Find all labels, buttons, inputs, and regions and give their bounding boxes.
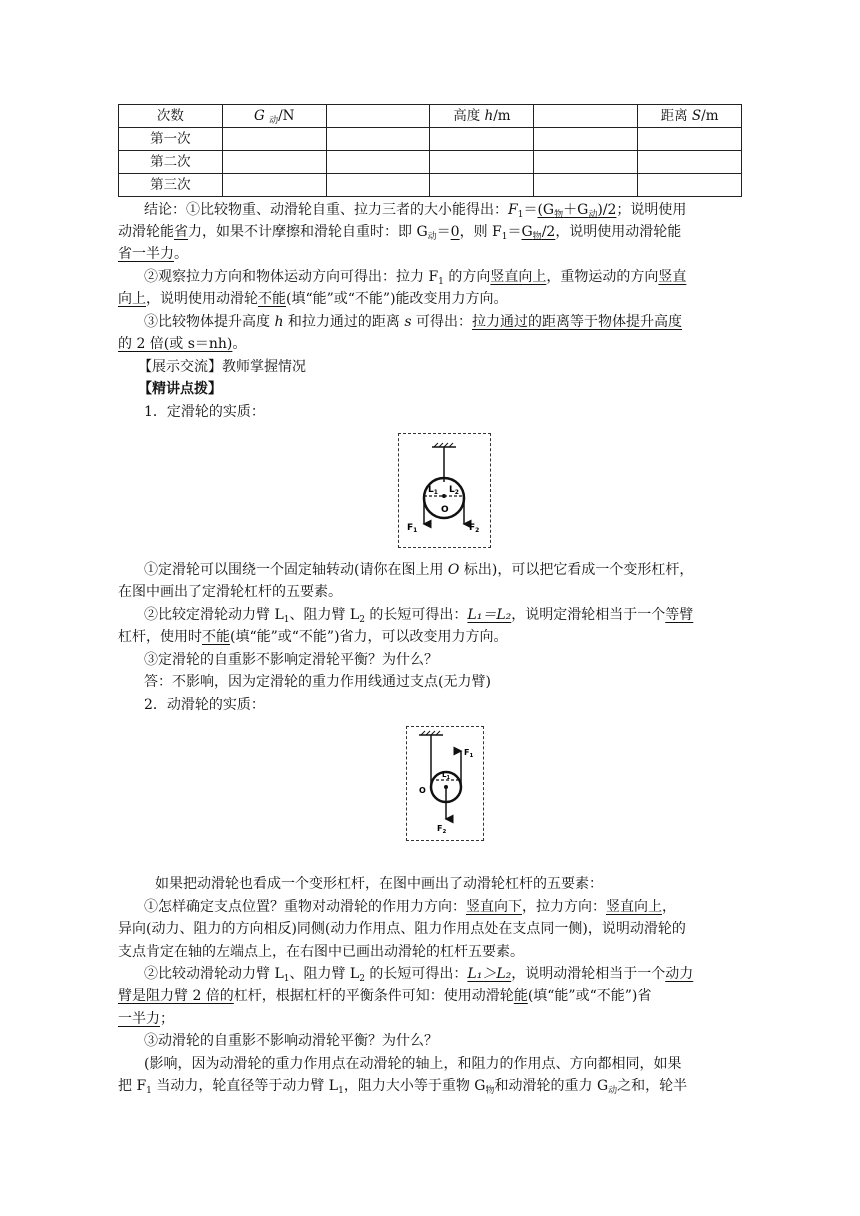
answer-blank: 竖直向上 <box>606 899 662 915</box>
conclusion-line-3: 省一半力。 <box>118 246 188 262</box>
answer-blank: $(G_物+G_动)/2$ <box>537 202 617 220</box>
fixed-pulley-p1-line1: ①定滑轮可以围绕一个固定轴转动(请你在图上用 O 标出)，可以把它看成一个变形杠杆， <box>144 562 694 578</box>
table-cell <box>222 128 326 151</box>
table-cell <box>430 151 534 174</box>
table-cell <box>534 174 638 197</box>
header-cell: 距离 S/m <box>638 105 742 128</box>
table-cell <box>638 174 742 197</box>
movable-p1-line1: ①怎样确定支点位置？重物对动滑轮的作用力方向：竖直向下，拉力方向：竖直向上， <box>144 899 676 915</box>
answer-blank: 等臂 <box>665 607 694 623</box>
header-cell <box>534 105 638 128</box>
label-o: O <box>419 786 426 795</box>
table-row <box>119 174 742 197</box>
label-f1: $F_1$ <box>407 523 418 534</box>
table-cell <box>430 128 534 151</box>
fixed-pulley-p2-line1: ②比较定滑轮动力臂 $L_1$、阻力臂 $L_2$ 的长短可得出：L₁＝L₂，说明定滑轮相当于一个等臂 <box>144 607 694 625</box>
answer-blank: 竖直向下 <box>466 899 522 915</box>
label-l2: $L_2$ <box>449 485 459 496</box>
observe-line-2: 向上，说明使用动滑轮不能(填“能”或“不能”)能改变用力方向。 <box>118 291 508 307</box>
label-l: $L_1$ <box>442 771 450 781</box>
table-header-row <box>119 105 742 128</box>
table-cell <box>222 174 326 197</box>
answer-blank: 不能 <box>258 291 286 307</box>
table-cell <box>638 151 742 174</box>
compare-line-2: 的 2 倍(或 s＝nh)。 <box>118 336 247 352</box>
answer-blank: 臂是阻力臂 2 倍的 <box>118 988 234 1004</box>
movable-answer-line2: 把 $F_1$ 当动力，轮直径等于动力臂 $L_1$，阻力大小等于重物 $G_物$和动滑轮的重力 $G_动$之和，轮半 <box>118 1078 688 1096</box>
movable-p2-line2: 臂是阻力臂 2 倍的杠杆，根据杠杆的平衡条件可知：使用动滑轮能(填“能”或“不能”)省 <box>118 988 652 1004</box>
table-row <box>119 128 742 151</box>
answer-blank: L₁＝L₂ <box>467 607 512 623</box>
label-f2: $F_2$ <box>469 523 480 534</box>
axle <box>444 785 448 789</box>
answer-blank: 一半力 <box>118 1011 160 1027</box>
label-l1: $L_1$ <box>428 485 438 496</box>
movable-p2-line1: ②比较动滑轮动力臂 $L_1$、阻力臂 $L_2$ 的长短可得出：L₁＞L₂，说明动滑轮相当于一个动力 <box>144 966 694 984</box>
row-label: 第三次 <box>119 174 223 197</box>
header-cell <box>326 105 430 128</box>
answer-blank: 动力 <box>665 966 694 982</box>
movable-answer-line1: (影响，因为动滑轮的重力作用点在动滑轮的轴上，和阻力的作用点、方向都相同，如果 <box>144 1056 682 1072</box>
row-label: 第一次 <box>119 128 223 151</box>
fixed-pulley-answer: 答：不影响，因为定滑轮的重力作用线通过支点(无力臂) <box>144 674 491 690</box>
answer-blank: 0 <box>450 224 460 240</box>
answer-blank: L₁＞L₂ <box>467 966 512 982</box>
conclusion-line-1: 结论：①比较物重、动滑轮自重、拉力三者的大小能得出：$F_1=(G_物+G_动)/2$；说明使用 <box>144 202 687 220</box>
observe-line-1: ②观察拉力方向和物体运动方向可得出：拉力 $F_1$ 的方向竖直向上，重物运动的方向竖直 <box>144 269 687 287</box>
experiment-table <box>118 104 742 197</box>
answer-blank: 的 2 倍(或 s＝nh) <box>118 336 233 352</box>
row-label: 第二次 <box>119 151 223 174</box>
answer-blank: 不能 <box>202 629 230 645</box>
table-row <box>119 151 742 174</box>
fixed-pulley-question: ③定滑轮的自重影不影响定滑轮平衡？为什么？ <box>144 652 438 668</box>
section-heading: 【精讲点拨】 <box>138 381 222 397</box>
table-cell <box>222 151 326 174</box>
axle <box>442 494 446 498</box>
label-f1: $F_1$ <box>464 748 474 759</box>
movable-intro: 如果把动滑轮也看成一个变形杠杆，在图中画出了动滑轮杠杆的五要素： <box>155 876 603 892</box>
fixed-pulley-p2-line2: 杠杆，使用时不能(填“能”或“不能”)省力，可以改变用力方向。 <box>118 629 508 645</box>
show-exchange: 【展示交流】教师掌握情况 <box>138 359 306 375</box>
conclusion-line-2: 动滑轮能省力，如果不计摩擦和滑轮自重时：即 $G_动=0$，则 $F_1=G_物/2$，说明使用动滑轮能 <box>118 224 682 242</box>
movable-p1-line3: 支点肯定在轴的左端点上，在右图中已画出动滑轮的杠杆五要素。 <box>118 944 524 960</box>
table-cell <box>534 128 638 151</box>
answer-blank: 竖直向上 <box>490 269 547 285</box>
movable-pulley-figure <box>406 726 484 841</box>
answer-blank: 拉力通过的距离等于物体提升高度 <box>472 314 683 330</box>
header-cell: 高度 h/m <box>430 105 534 128</box>
answer-blank: 能 <box>513 988 528 1004</box>
answer-blank: 省 <box>174 224 188 240</box>
answer-blank: $G_物/2$ <box>521 224 556 242</box>
movable-p2-line3: 一半力； <box>118 1011 174 1027</box>
compare-line-1: ③比较物体提升高度 h 和拉力通过的距离 s 可得出：拉力通过的距离等于物体提升高度 <box>144 314 683 330</box>
table-cell <box>534 151 638 174</box>
table-cell <box>430 174 534 197</box>
fixed-pulley-p1-line2: 在图中画出了定滑轮杠杆的五要素。 <box>118 584 342 600</box>
header-cell: G $_动$/N <box>222 105 326 128</box>
answer-blank: 竖直 <box>658 269 687 285</box>
movable-pulley-title: 2．动滑轮的实质： <box>144 697 265 713</box>
ceiling-mount <box>419 731 443 735</box>
label-o: O <box>441 505 449 515</box>
table-cell <box>326 151 430 174</box>
table-cell <box>326 174 430 197</box>
table-cell <box>326 128 430 151</box>
fixed-pulley-figure <box>398 433 491 548</box>
label-f2: $F_2$ <box>437 824 447 835</box>
movable-question: ③动滑轮的自重影不影响动滑轮平衡？为什么？ <box>144 1033 438 1049</box>
ceiling-mount <box>432 443 456 482</box>
movable-p1-line2: 异向(动力、阻力的方向相反)同侧(动力作用点、阻力作用点处在支点同一侧)，说明动滑轮的 <box>118 921 686 937</box>
fixed-pulley-title: 1．定滑轮的实质： <box>144 404 265 420</box>
answer-blank: 省一半力 <box>118 246 174 262</box>
header-cell: 次数 <box>119 105 223 128</box>
table-cell <box>638 128 742 151</box>
answer-blank: 向上 <box>118 291 146 307</box>
